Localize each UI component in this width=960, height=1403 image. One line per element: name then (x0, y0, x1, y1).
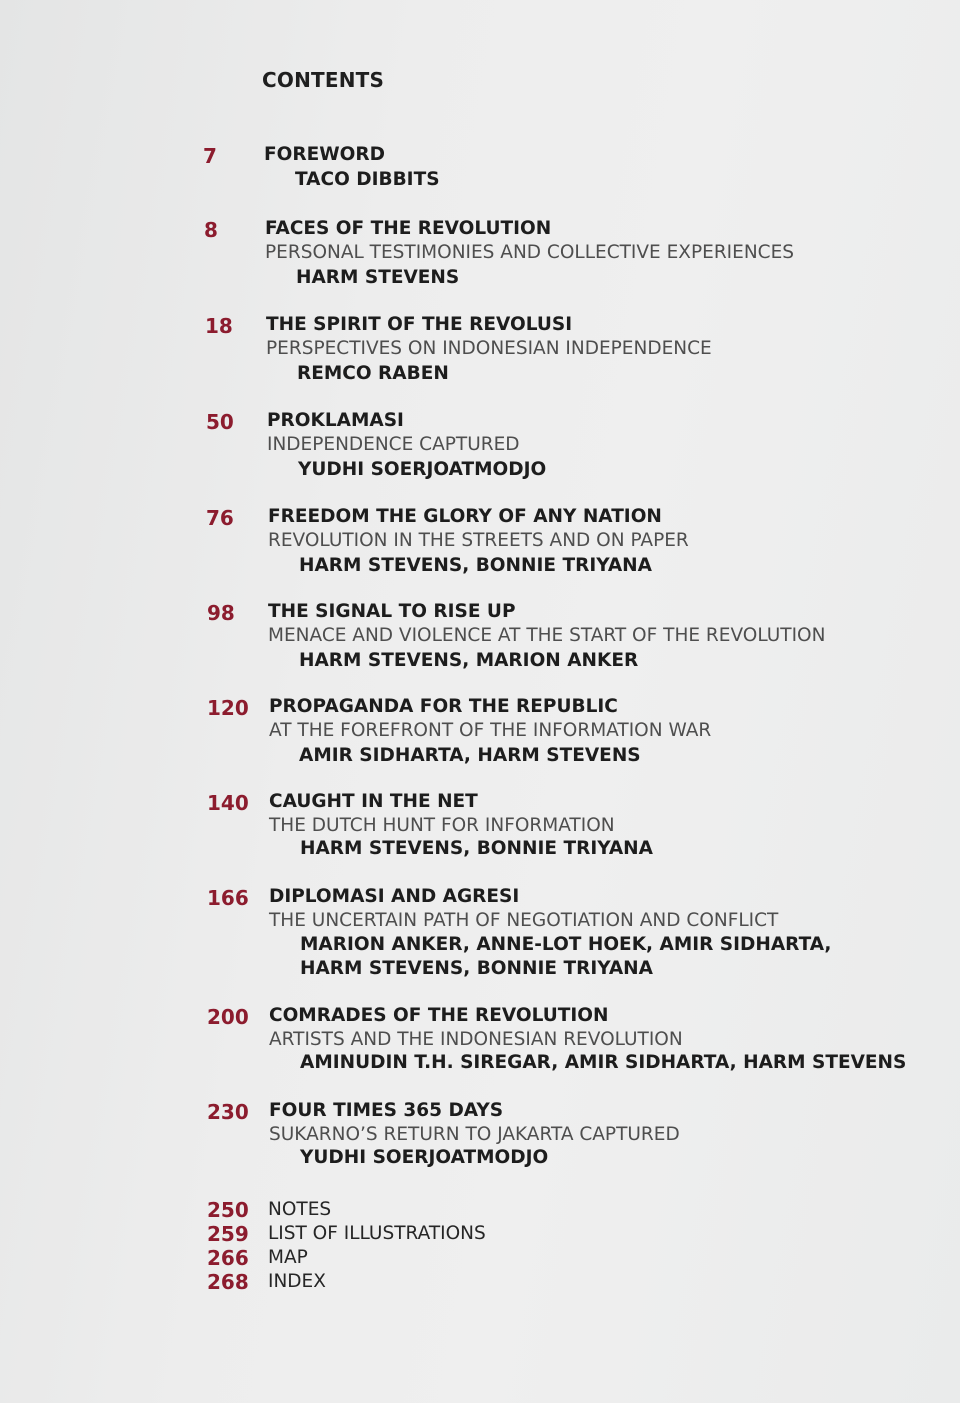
toc-page-number: 259 (207, 1222, 249, 1246)
toc-title: FREEDOM THE GLORY OF ANY NATION (268, 506, 662, 527)
toc-subtitle: MENACE AND VIOLENCE AT THE START OF THE REVOLUTION (268, 625, 826, 646)
toc-page-number: 120 (207, 696, 249, 720)
toc-page-number: 266 (207, 1246, 249, 1270)
toc-author: HARM STEVENS, BONNIE TRIYANA (299, 555, 652, 576)
toc-author: HARM STEVENS, BONNIE TRIYANA (300, 838, 653, 859)
toc-title: LIST OF ILLUSTRATIONS (268, 1223, 486, 1244)
toc-title: COMRADES OF THE REVOLUTION (269, 1005, 609, 1026)
toc-subtitle: THE UNCERTAIN PATH OF NEGOTIATION AND CONFLICT (269, 910, 779, 931)
toc-entry-notes[interactable] (0, 1198, 960, 1222)
toc-author: HARM STEVENS, BONNIE TRIYANA (300, 958, 653, 979)
contents-heading: CONTENTS (262, 68, 385, 92)
toc-subtitle: AT THE FOREFRONT OF THE INFORMATION WAR (269, 720, 712, 741)
toc-author: REMCO RABEN (297, 363, 449, 384)
toc-subtitle: SUKARNO’S RETURN TO JAKARTA CAPTURED (269, 1124, 680, 1145)
toc-title: FOREWORD (264, 144, 385, 165)
toc-title: THE SPIRIT OF THE REVOLUSI (266, 314, 573, 335)
toc-title: CAUGHT IN THE NET (269, 791, 478, 812)
toc-title: INDEX (268, 1271, 326, 1292)
toc-title: PROPAGANDA FOR THE REPUBLIC (269, 696, 618, 717)
toc-page-number: 230 (207, 1100, 249, 1124)
toc-subtitle: ARTISTS AND THE INDONESIAN REVOLUTION (269, 1029, 683, 1050)
toc-title: FACES OF THE REVOLUTION (265, 218, 552, 239)
toc-entry-list-of-illustrations[interactable] (0, 1222, 960, 1246)
toc-page-number: 76 (206, 506, 234, 530)
toc-entry-index[interactable] (0, 1270, 960, 1294)
toc-author: HARM STEVENS, MARION ANKER (299, 650, 639, 671)
toc-page-number: 18 (205, 314, 233, 338)
toc-subtitle: REVOLUTION IN THE STREETS AND ON PAPER (268, 530, 689, 551)
toc-author: HARM STEVENS (296, 267, 460, 288)
toc-title: THE SIGNAL TO RISE UP (268, 601, 516, 622)
toc-title: FOUR TIMES 365 DAYS (269, 1100, 504, 1121)
toc-page-number: 140 (207, 791, 249, 815)
toc-author: TACO DIBBITS (295, 169, 440, 190)
toc-title: MAP (268, 1247, 308, 1268)
toc-title: PROKLAMASI (267, 410, 404, 431)
toc-author: AMIR SIDHARTA, HARM STEVENS (299, 745, 641, 766)
toc-page-number: 250 (207, 1198, 249, 1222)
toc-author: MARION ANKER, ANNE-LOT HOEK, AMIR SIDHARTA, (300, 934, 832, 955)
toc-entry-map[interactable] (0, 1246, 960, 1270)
toc-subtitle: INDEPENDENCE CAPTURED (267, 434, 520, 455)
toc-subtitle: PERSPECTIVES ON INDONESIAN INDEPENDENCE (266, 338, 712, 359)
toc-page-number: 268 (207, 1270, 249, 1294)
toc-title: NOTES (268, 1199, 332, 1220)
toc-page-number: 166 (207, 886, 249, 910)
toc-author: YUDHI SOERJOATMODJO (298, 459, 547, 480)
toc-page-number: 50 (206, 410, 234, 434)
toc-page-number: 200 (207, 1005, 249, 1029)
toc-title: DIPLOMASI AND AGRESI (269, 886, 520, 907)
toc-author: YUDHI SOERJOATMODJO (300, 1147, 549, 1168)
toc-subtitle: PERSONAL TESTIMONIES AND COLLECTIVE EXPERIENCES (265, 242, 795, 263)
toc-author: AMINUDIN T.H. SIREGAR, AMIR SIDHARTA, HARM STEVENS (300, 1052, 907, 1073)
toc-subtitle: THE DUTCH HUNT FOR INFORMATION (269, 815, 615, 836)
toc-page-number: 8 (204, 218, 218, 242)
toc-page-number: 7 (203, 144, 217, 168)
toc-page-number: 98 (207, 601, 235, 625)
